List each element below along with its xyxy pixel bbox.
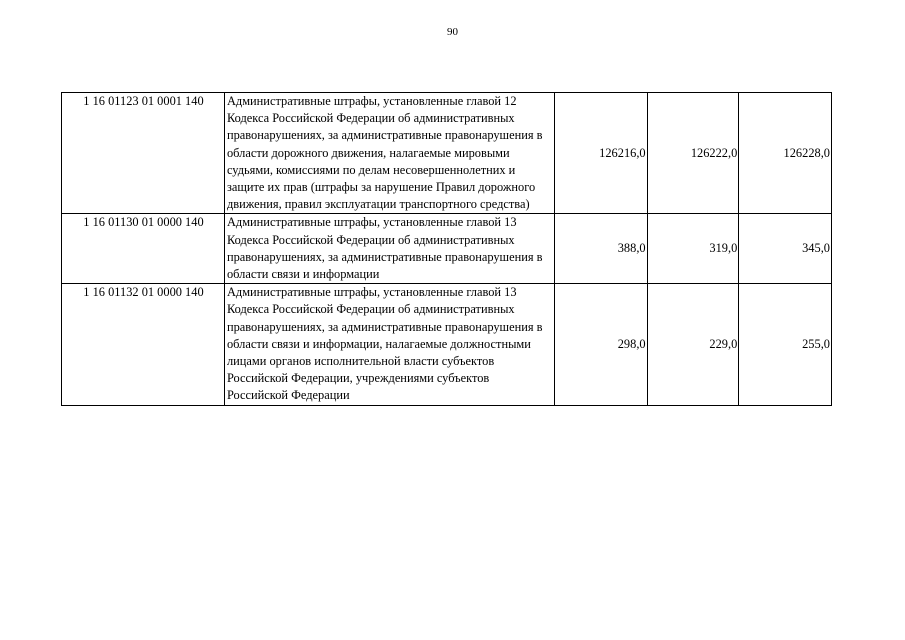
amount-year-2: 229,0 bbox=[647, 284, 739, 405]
amount-year-1: 126216,0 bbox=[554, 93, 647, 214]
budget-revenue-table bbox=[61, 92, 832, 406]
amount-year-3: 345,0 bbox=[739, 214, 832, 284]
table-row bbox=[62, 214, 832, 284]
table-row bbox=[62, 284, 832, 405]
amount-year-2: 126222,0 bbox=[647, 93, 739, 214]
amount-year-1: 298,0 bbox=[554, 284, 647, 405]
amount-year-3: 126228,0 bbox=[739, 93, 832, 214]
amount-year-1: 388,0 bbox=[554, 214, 647, 284]
revenue-description: Административные штрафы, установленные главой 13 Кодекса Российской Федерации об административных правонарушениях, за административные правонарушения в области связи и информации, налагаемые должностными лицами органов исполнительной власти субъектов Российской Федерации, учреждениями субъектов Российской Федерации bbox=[224, 284, 554, 405]
page-number: 90 bbox=[447, 26, 458, 38]
amount-year-3: 255,0 bbox=[739, 284, 832, 405]
amount-year-2: 319,0 bbox=[647, 214, 739, 284]
budget-classification-code: 1 16 01123 01 0001 140 bbox=[62, 93, 225, 214]
table-row bbox=[62, 93, 832, 214]
revenue-description: Административные штрафы, установленные главой 13 Кодекса Российской Федерации об административных правонарушениях, за административные правонарушения в области связи и информации bbox=[224, 214, 554, 284]
budget-classification-code: 1 16 01130 01 0000 140 bbox=[62, 214, 225, 284]
revenue-description: Административные штрафы, установленные главой 12 Кодекса Российской Федерации об административных правонарушениях, за административные правонарушения в области дорожного движения, налагаемые мировыми судьями, комиссиями по делам несовершеннолетних и защите их прав (штрафы за нарушение Правил дорожного движения, правил эксплуатации транспортного средства) bbox=[224, 93, 554, 214]
budget-classification-code: 1 16 01132 01 0000 140 bbox=[62, 284, 225, 405]
